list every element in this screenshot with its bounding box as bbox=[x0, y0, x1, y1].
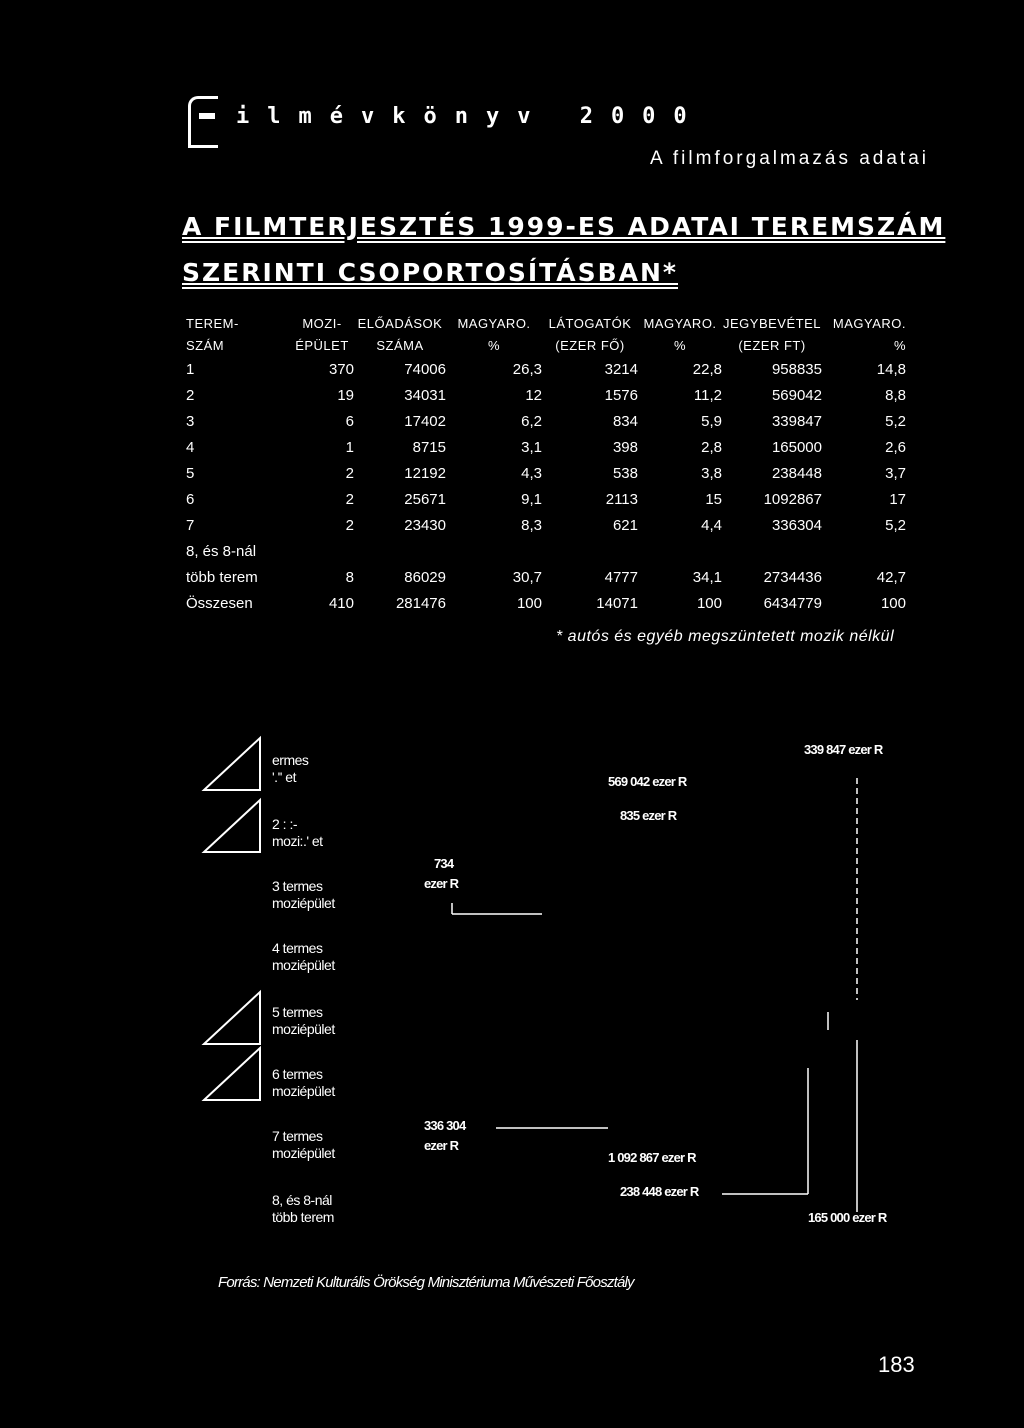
table-cell: 2,8 bbox=[701, 438, 722, 456]
table-header-cell: LÁTOGATÓK bbox=[548, 315, 632, 331]
table-cell: 834 bbox=[612, 412, 638, 430]
table-cell: 2 bbox=[186, 386, 195, 404]
table-header-cell: SZÁM bbox=[186, 337, 225, 353]
table-cell: 8, és 8-nál bbox=[186, 542, 257, 560]
table-cell: 3214 bbox=[604, 360, 638, 378]
table-cell: 17402 bbox=[404, 412, 446, 430]
table-cell: 370 bbox=[328, 360, 354, 378]
table-cell: 4 bbox=[186, 438, 195, 456]
table-cell: 4,4 bbox=[701, 516, 722, 534]
table-cell: 9,1 bbox=[521, 490, 542, 508]
table-header-cell: MAGYARO. bbox=[832, 315, 906, 331]
table-cell: 100 bbox=[516, 594, 542, 612]
table-cell: 958835 bbox=[771, 360, 822, 378]
table-cell: 2,6 bbox=[885, 438, 906, 456]
table-header-cell: JEGYBEVÉTEL bbox=[723, 315, 821, 331]
table-cell: 8 bbox=[345, 568, 354, 586]
table-cell: Összesen bbox=[186, 594, 253, 612]
table-cell: 15 bbox=[705, 490, 722, 508]
table-cell: 538 bbox=[612, 464, 638, 482]
table-cell: 1 bbox=[345, 438, 354, 456]
table-cell: 4,3 bbox=[521, 464, 542, 482]
table-cell: 34,1 bbox=[692, 568, 722, 586]
table-cell: 3 bbox=[186, 412, 195, 430]
table-cell: 2113 bbox=[605, 490, 638, 508]
table-cell: 281476 bbox=[395, 594, 446, 612]
table-cell: 4777 bbox=[604, 568, 638, 586]
table-cell: 26,3 bbox=[512, 360, 542, 378]
table-cell: 6 bbox=[186, 490, 195, 508]
table-cell: 3,7 bbox=[885, 464, 906, 482]
diagram-label-1: ermes '.'' et bbox=[272, 752, 309, 785]
table-header-cell: ÉPÜLET bbox=[295, 337, 349, 353]
table-cell: 17 bbox=[889, 490, 906, 508]
table-header-cell: (EZER FŐ) bbox=[555, 337, 625, 353]
triangle-icon bbox=[204, 800, 260, 852]
table-cell: 8,3 bbox=[521, 516, 542, 534]
value-1092867: 1 092 867 ezer R bbox=[608, 1150, 696, 1165]
table-cell: 2734436 bbox=[763, 568, 822, 586]
table-header-cell: ELŐADÁSOK bbox=[357, 315, 443, 331]
triangle-icon bbox=[204, 738, 260, 790]
triangle-icon bbox=[204, 1048, 260, 1100]
table-cell: 6,2 bbox=[521, 412, 542, 430]
table-cell: 74006 bbox=[404, 360, 446, 378]
table-cell: 238448 bbox=[771, 464, 822, 482]
table-cell: 1 bbox=[186, 360, 195, 378]
book-title: ilmévkönyv 2000 bbox=[236, 104, 705, 129]
diagram-label-4: 4 termes moziépület bbox=[272, 940, 335, 973]
table-header-cell: % bbox=[673, 337, 687, 353]
footnote: * autós és egyéb megszüntetett mozik nélkül bbox=[556, 628, 895, 645]
table-cell: 2 bbox=[345, 516, 354, 534]
page-number: 183 bbox=[878, 1352, 915, 1377]
table-header-cell: % bbox=[487, 337, 501, 353]
table-cell: több terem bbox=[186, 568, 258, 586]
table-cell: 11,2 bbox=[693, 386, 722, 404]
value-336304-number: 336 304 bbox=[424, 1118, 466, 1133]
value-835: 835 ezer R bbox=[620, 808, 677, 823]
source-note: Forrás: Nemzeti Kulturális Örökség Minisztériuma Művészeti Főosztály bbox=[218, 1274, 634, 1291]
table-cell: 3,1 bbox=[521, 438, 542, 456]
value-238448: 238 448 ezer R bbox=[620, 1184, 699, 1199]
table-cell: 19 bbox=[337, 386, 354, 404]
table-cell: 1576 bbox=[604, 386, 638, 404]
table-cell: 8715 bbox=[412, 438, 446, 456]
table-cell: 12192 bbox=[404, 464, 446, 482]
diagram-label-2: 2 : :- mozi:.' et bbox=[272, 816, 323, 849]
value-734-unit: ezer R bbox=[424, 876, 459, 891]
diagram-label-5: 5 termes moziépület bbox=[272, 1004, 335, 1037]
table-cell: 621 bbox=[612, 516, 638, 534]
table-header-cell: % bbox=[893, 337, 906, 353]
table-cell: 6434779 bbox=[763, 594, 822, 612]
table-cell: 5,2 bbox=[885, 516, 906, 534]
value-734-number: 734 bbox=[434, 856, 454, 871]
table-header-cell: MAGYARO. bbox=[643, 315, 717, 331]
table-cell: 569042 bbox=[771, 386, 822, 404]
table-cell: 2 bbox=[345, 490, 354, 508]
table-cell: 14071 bbox=[596, 594, 638, 612]
table-cell: 42,7 bbox=[876, 568, 906, 586]
table-cell: 339847 bbox=[771, 412, 822, 430]
diagram-label-7: 7 termes moziépület bbox=[272, 1128, 335, 1161]
value-569042: 569 042 ezer R bbox=[608, 774, 687, 789]
table-header-cell: SZÁMA bbox=[376, 337, 424, 353]
table-cell: 25671 bbox=[404, 490, 446, 508]
value-336304-unit: ezer R bbox=[424, 1138, 459, 1153]
table-cell: 100 bbox=[880, 594, 906, 612]
table-cell: 30,7 bbox=[512, 568, 542, 586]
table-header-cell: TEREM- bbox=[186, 315, 239, 331]
table-cell: 23430 bbox=[404, 516, 446, 534]
book-subtitle: A filmforgalmazás adatai bbox=[650, 148, 929, 169]
table-cell: 1092867 bbox=[763, 490, 822, 508]
table-cell: 7 bbox=[186, 516, 195, 534]
table-header-cell: MAGYARO. bbox=[457, 315, 531, 331]
table-cell: 5,9 bbox=[701, 412, 722, 430]
triangle-icon bbox=[204, 992, 260, 1044]
table-header-cell: MOZI- bbox=[302, 315, 342, 331]
diagram-label-6: 6 termes moziépület bbox=[272, 1066, 335, 1099]
table-cell: 5 bbox=[186, 464, 195, 482]
table-cell: 3,8 bbox=[701, 464, 722, 482]
table-cell: 12 bbox=[525, 386, 542, 404]
table-cell: 165000 bbox=[771, 438, 822, 456]
table-cell: 14,8 bbox=[876, 360, 906, 378]
table-cell: 86029 bbox=[404, 568, 446, 586]
diagram-label-3: 3 termes moziépület bbox=[272, 878, 335, 911]
table-cell: 398 bbox=[612, 438, 638, 456]
table-cell: 6 bbox=[345, 412, 354, 430]
value-165000: 165 000 ezer R bbox=[808, 1210, 887, 1225]
section-heading-line2: SZERINTI CSOPORTOSÍTÁSBAN* bbox=[182, 258, 678, 287]
table-cell: 8,8 bbox=[885, 386, 906, 404]
table-cell: 336304 bbox=[771, 516, 822, 534]
value-339847: 339 847 ezer R bbox=[804, 742, 883, 757]
table-cell: 2 bbox=[345, 464, 354, 482]
table-cell: 100 bbox=[696, 594, 722, 612]
diagram-label-8: 8, és 8-nál több terem bbox=[272, 1192, 334, 1225]
section-heading-line1: A FILMTERJESZTÉS 1999-ES ADATAI TEREMSZÁM bbox=[182, 212, 946, 241]
table-cell: 5,2 bbox=[885, 412, 906, 430]
table-cell: 34031 bbox=[404, 386, 446, 404]
table-header-cell: (EZER FT) bbox=[738, 337, 806, 353]
table-cell: 22,8 bbox=[692, 360, 722, 378]
table-cell: 410 bbox=[328, 594, 354, 612]
